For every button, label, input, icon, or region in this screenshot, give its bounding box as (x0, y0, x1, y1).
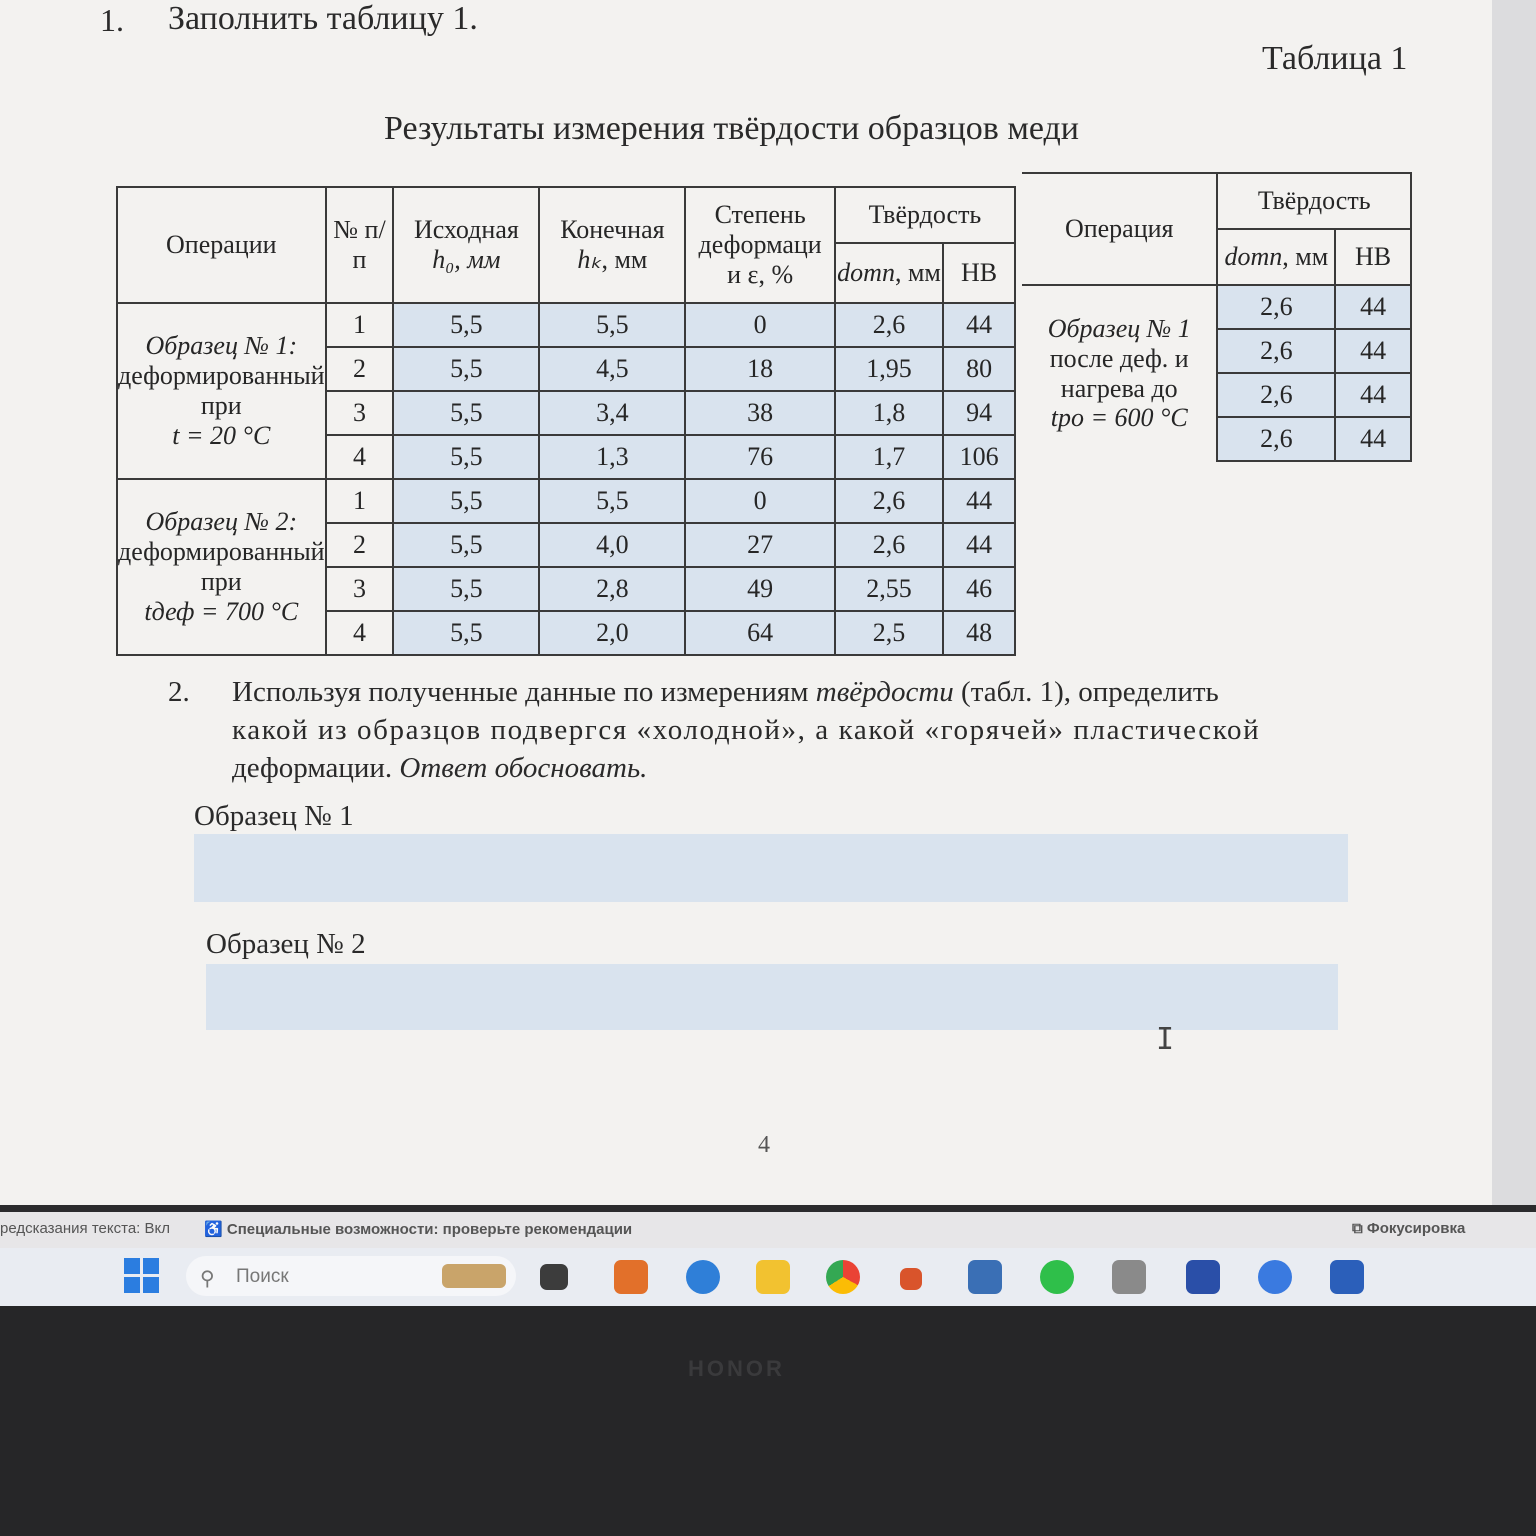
cell-deformation[interactable]: 49 (685, 567, 835, 611)
sample-label-temperature: tдеф = 700 °C (144, 596, 299, 626)
side-header-d (1217, 229, 1335, 285)
file-explorer-icon[interactable] (756, 1260, 790, 1294)
windows-start-icon[interactable] (124, 1258, 160, 1294)
header-final-height-title: Конечная (560, 215, 665, 245)
taskbar (0, 1248, 1536, 1306)
status-accessibility-text: Специальные возможности: проверьте рекомендации (226, 1221, 633, 1238)
row-number: 3 (326, 391, 394, 435)
annealed-hardness-table (1022, 172, 1412, 462)
cell-deformation[interactable]: 27 (685, 523, 835, 567)
cell-hb[interactable]: 44 (943, 303, 1015, 347)
vlc-icon[interactable] (900, 1268, 922, 1290)
side-header-hardness: Твёрдость (1217, 173, 1411, 229)
right-margin (1492, 0, 1536, 1205)
cell-initial-height[interactable]: 5,5 (393, 523, 539, 567)
side-cell-hb[interactable]: 44 (1335, 329, 1411, 373)
answer-1-field[interactable] (194, 834, 1348, 902)
laptop-brand-logo: HONOR (688, 1356, 785, 1381)
cell-initial-height[interactable]: 5,5 (393, 479, 539, 523)
sample-2-label (117, 479, 326, 655)
sample-label-text: деформированный при (118, 537, 325, 596)
status-bar (0, 1212, 1536, 1248)
table-row (117, 303, 1015, 347)
cell-initial-height[interactable]: 5,5 (393, 611, 539, 655)
status-focus-mode[interactable] (1352, 1220, 1465, 1237)
q2-line-3[interactable] (232, 752, 647, 785)
header-hardness: Твёрдость (835, 187, 1015, 243)
header-operations: Операции (117, 187, 326, 303)
messaging-app-icon[interactable] (1258, 1260, 1292, 1294)
cell-hb[interactable]: 80 (943, 347, 1015, 391)
cell-deformation[interactable]: 18 (685, 347, 835, 391)
status-text-prediction[interactable]: редсказания текста: Вкл (0, 1220, 170, 1237)
cell-final-height[interactable]: 3,4 (539, 391, 685, 435)
cell-deformation[interactable]: 0 (685, 479, 835, 523)
side-cell-hb[interactable]: 44 (1335, 417, 1411, 461)
focus-icon: ⧉ (1352, 1220, 1363, 1237)
cell-final-height[interactable]: 1,3 (539, 435, 685, 479)
m-app-icon[interactable] (1186, 1260, 1220, 1294)
row-number: 2 (326, 347, 394, 391)
search-placeholder: Поиск (236, 1266, 289, 1287)
sample-label-text: деформированный при (118, 361, 325, 420)
word-icon[interactable] (1330, 1260, 1364, 1294)
header-deformation: Степень деформаци и ε, % (685, 187, 835, 303)
annealed-sample-label (1022, 285, 1217, 461)
row-number: 4 (326, 611, 394, 655)
cell-d[interactable]: 2,55 (835, 567, 943, 611)
header-d-symbol: dотп (837, 258, 895, 288)
side-cell-hb[interactable]: 44 (1335, 373, 1411, 417)
status-focus-text: Фокусировка (1366, 1220, 1466, 1237)
header-d (835, 243, 943, 303)
side-header-d-unit: , мм (1282, 242, 1329, 272)
row-number: 2 (326, 523, 394, 567)
page-number: 4 (758, 1132, 770, 1158)
cell-deformation[interactable]: 76 (685, 435, 835, 479)
text-cursor-icon: I (1156, 1022, 1175, 1057)
header-d-unit: , мм (894, 258, 941, 288)
table-row (1022, 285, 1411, 329)
cell-initial-height[interactable]: 5,5 (393, 391, 539, 435)
side-header-operation: Операция (1022, 173, 1217, 285)
cell-d[interactable]: 1,95 (835, 347, 943, 391)
q2-line-1-italic: твёрдости (815, 676, 954, 708)
sample-label-temperature: t = 20 °C (172, 420, 271, 450)
cell-d[interactable]: 2,6 (835, 523, 943, 567)
q2-line-2[interactable]: какой из образцов подвергся «холодной», а какой «горячей» пластической (232, 714, 1261, 746)
cell-hb[interactable]: 46 (943, 567, 1015, 611)
chrome-icon[interactable] (826, 1260, 860, 1294)
annealed-label-text: после деф. и нагрева до (1049, 343, 1189, 403)
task-view-icon[interactable] (540, 1264, 568, 1290)
cell-final-height[interactable]: 5,5 (539, 303, 685, 347)
app-vs-icon[interactable] (968, 1260, 1002, 1294)
cell-d[interactable]: 1,8 (835, 391, 943, 435)
status-accessibility[interactable] (204, 1220, 632, 1238)
cell-initial-height[interactable]: 5,5 (393, 347, 539, 391)
cell-initial-height[interactable]: 5,5 (393, 303, 539, 347)
calculator-icon[interactable] (1112, 1260, 1146, 1294)
sample-label-italic: Образец № 1: (145, 331, 298, 361)
side-header-d-symbol: dотп (1224, 242, 1283, 272)
kaspersky-icon[interactable] (686, 1260, 720, 1294)
table-number[interactable]: Таблица 1 (1262, 40, 1408, 77)
header-hb: HB (943, 243, 1015, 303)
side-cell-hb[interactable]: 44 (1335, 285, 1411, 329)
q2-line-1-a: Используя полученные данные по измерениям (232, 676, 816, 708)
sample-label-italic: Образец № 2: (145, 507, 298, 537)
cell-d[interactable]: 2,5 (835, 611, 943, 655)
side-cell-d[interactable]: 2,6 (1217, 285, 1335, 329)
cell-d[interactable]: 2,6 (835, 479, 943, 523)
cell-hb[interactable]: 44 (943, 479, 1015, 523)
row-number: 1 (326, 479, 394, 523)
header-number: № п/п (326, 187, 394, 303)
answer-1-label: Образец № 1 (194, 800, 354, 832)
cell-d[interactable]: 2,6 (835, 303, 943, 347)
side-cell-d[interactable]: 2,6 (1217, 329, 1335, 373)
cell-deformation[interactable]: 64 (685, 611, 835, 655)
header-final-height-unit: , мм (601, 245, 648, 274)
annealed-label-temperature: tро = 600 °C (1050, 403, 1188, 433)
task1-text[interactable]: Заполнить таблицу 1. (168, 0, 478, 37)
answer-2-field[interactable] (206, 964, 1338, 1030)
sample-1-label (117, 303, 326, 479)
camera-app-icon[interactable] (614, 1260, 648, 1294)
row-number: 3 (326, 567, 394, 611)
cell-hb[interactable]: 44 (943, 523, 1015, 567)
q2-number: 2. (168, 676, 190, 708)
cell-hb[interactable]: 48 (943, 611, 1015, 655)
header-final-height (539, 187, 685, 303)
whatsapp-icon[interactable] (1040, 1260, 1074, 1294)
header-initial-height-title: Исходная (413, 215, 519, 245)
header-initial-height-unit: h₀, мм (432, 245, 501, 274)
accessibility-icon: ♿ (204, 1221, 223, 1238)
cell-final-height[interactable]: 4,0 (539, 523, 685, 567)
search-highlight-icon (442, 1264, 506, 1288)
cell-hb[interactable]: 106 (943, 435, 1015, 479)
table-caption[interactable]: Результаты измерения твёрдости образцов меди (384, 110, 1079, 147)
cell-deformation[interactable]: 0 (685, 303, 835, 347)
laptop-bezel (0, 1306, 1536, 1536)
cell-initial-height[interactable]: 5,5 (393, 435, 539, 479)
taskbar-search[interactable] (186, 1256, 516, 1296)
side-cell-d[interactable]: 2,6 (1217, 417, 1335, 461)
cell-final-height[interactable]: 5,5 (539, 479, 685, 523)
side-header-hb: HB (1335, 229, 1411, 285)
hardness-table (116, 186, 1016, 656)
cell-initial-height[interactable]: 5,5 (393, 567, 539, 611)
header-initial-height (393, 187, 539, 303)
answer-2-label: Образец № 2 (206, 928, 366, 960)
task1-number: 1. (100, 2, 124, 38)
annealed-label-italic: Образец № 1 (1047, 313, 1191, 343)
cell-deformation[interactable]: 38 (685, 391, 835, 435)
q2-line-1[interactable] (232, 676, 1219, 709)
cell-final-height[interactable]: 4,5 (539, 347, 685, 391)
row-number: 4 (326, 435, 394, 479)
cell-final-height[interactable]: 2,0 (539, 611, 685, 655)
q2-line-1-b: (табл. 1), определить (953, 676, 1219, 708)
row-number: 1 (326, 303, 394, 347)
header-final-height-symbol: hₖ (577, 245, 602, 274)
q2-line-3-italic: Ответ обосновать. (399, 752, 648, 784)
cell-d[interactable]: 1,7 (835, 435, 943, 479)
cell-final-height[interactable]: 2,8 (539, 567, 685, 611)
side-cell-d[interactable]: 2,6 (1217, 373, 1335, 417)
cell-hb[interactable]: 94 (943, 391, 1015, 435)
q2-line-3-a: деформации. (232, 752, 400, 784)
table-row (117, 479, 1015, 523)
search-icon: ⚲ (200, 1268, 215, 1290)
